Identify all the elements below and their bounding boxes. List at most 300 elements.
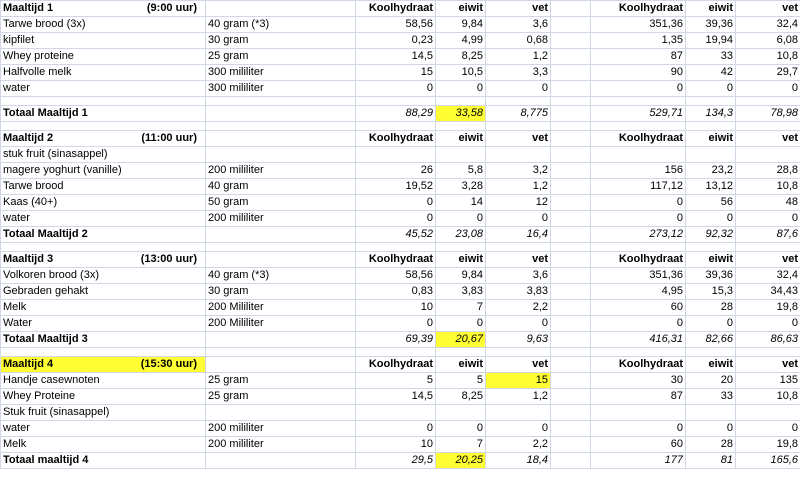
total-value[interactable]: 18,4 xyxy=(486,453,551,469)
value-cell[interactable]: 33 xyxy=(686,49,736,65)
value-cell[interactable]: 3,83 xyxy=(486,284,551,300)
header-koolhydraat[interactable]: Koolhydraat xyxy=(356,357,436,373)
value-cell[interactable] xyxy=(436,405,486,421)
empty-cell[interactable] xyxy=(736,243,800,252)
empty-cell[interactable] xyxy=(551,49,591,65)
value-cell[interactable] xyxy=(436,147,486,163)
empty-cell[interactable] xyxy=(551,97,591,106)
value-cell[interactable]: 5 xyxy=(356,373,436,389)
value-cell[interactable]: 3,28 xyxy=(436,179,486,195)
food-quantity[interactable]: 300 mililiter xyxy=(206,81,356,97)
empty-cell[interactable] xyxy=(686,97,736,106)
value-cell[interactable]: 0 xyxy=(591,211,686,227)
meal-title-cell[interactable] xyxy=(1,1,206,17)
value-cell[interactable]: 10,8 xyxy=(736,389,800,405)
total-value[interactable]: 416,31 xyxy=(591,332,686,348)
value-cell[interactable]: 10,5 xyxy=(436,65,486,81)
total-value[interactable]: 29,5 xyxy=(356,453,436,469)
empty-cell[interactable] xyxy=(551,437,591,453)
empty-cell[interactable] xyxy=(551,1,591,17)
empty-cell[interactable] xyxy=(686,122,736,131)
empty-cell[interactable] xyxy=(551,147,591,163)
food-name[interactable]: water xyxy=(1,421,206,437)
empty-cell[interactable] xyxy=(551,131,591,147)
meal-header-row xyxy=(1,252,800,268)
food-quantity[interactable]: 200 mililiter xyxy=(206,421,356,437)
value-cell[interactable]: 15 xyxy=(356,65,436,81)
meal-title-cell[interactable] xyxy=(1,131,206,147)
value-cell[interactable]: 0 xyxy=(686,316,736,332)
food-row xyxy=(1,421,800,437)
empty-cell[interactable] xyxy=(551,300,591,316)
total-label[interactable]: Totaal maaltijd 4 xyxy=(1,453,206,469)
value-cell[interactable]: 19,8 xyxy=(736,437,800,453)
empty-cell[interactable] xyxy=(206,243,356,252)
header-koolhydraat[interactable]: Koolhydraat xyxy=(591,131,686,147)
value-cell[interactable]: 15 xyxy=(486,373,551,389)
value-cell[interactable]: 0 xyxy=(686,421,736,437)
food-name[interactable]: Melk xyxy=(1,300,206,316)
empty-cell[interactable] xyxy=(551,284,591,300)
food-row xyxy=(1,405,800,421)
empty-cell[interactable] xyxy=(356,243,436,252)
food-row xyxy=(1,211,800,227)
header-koolhydraat[interactable]: Koolhydraat xyxy=(591,357,686,373)
empty-cell[interactable] xyxy=(1,97,206,106)
value-cell[interactable]: 23,2 xyxy=(686,163,736,179)
meal-title: Maaltijd 3 xyxy=(3,253,54,265)
food-quantity[interactable]: 200 Mililiter xyxy=(206,300,356,316)
food-quantity[interactable]: 200 mililiter xyxy=(206,163,356,179)
value-cell[interactable]: 6,08 xyxy=(736,33,800,49)
header-eiwit[interactable]: eiwit xyxy=(436,252,486,268)
food-quantity[interactable] xyxy=(206,147,356,163)
value-cell[interactable]: 5 xyxy=(436,373,486,389)
value-cell[interactable] xyxy=(686,147,736,163)
food-quantity[interactable]: 25 gram xyxy=(206,49,356,65)
header-eiwit[interactable]: eiwit xyxy=(436,1,486,17)
food-row xyxy=(1,268,800,284)
value-cell[interactable]: 0 xyxy=(736,81,800,97)
meal-time: (9:00 uur) xyxy=(146,2,197,14)
header-koolhydraat[interactable]: Koolhydraat xyxy=(356,131,436,147)
value-cell[interactable]: 8,25 xyxy=(436,389,486,405)
value-cell[interactable]: 3,6 xyxy=(486,268,551,284)
header-koolhydraat[interactable]: Koolhydraat xyxy=(591,252,686,268)
empty-cell[interactable] xyxy=(551,33,591,49)
food-row xyxy=(1,163,800,179)
value-cell[interactable]: 13,12 xyxy=(686,179,736,195)
header-vet[interactable]: vet xyxy=(736,357,800,373)
value-cell[interactable]: 12 xyxy=(486,195,551,211)
value-cell[interactable]: 3,83 xyxy=(436,284,486,300)
empty-cell[interactable] xyxy=(356,122,436,131)
value-cell[interactable] xyxy=(591,405,686,421)
value-cell[interactable]: 30 xyxy=(591,373,686,389)
food-name[interactable]: water xyxy=(1,81,206,97)
value-cell[interactable]: 0 xyxy=(591,316,686,332)
empty-cell[interactable] xyxy=(486,243,551,252)
value-cell[interactable]: 0 xyxy=(436,211,486,227)
value-cell[interactable]: 1,2 xyxy=(486,179,551,195)
value-cell[interactable]: 48 xyxy=(736,195,800,211)
value-cell[interactable]: 0 xyxy=(686,211,736,227)
empty-cell[interactable] xyxy=(736,97,800,106)
total-value[interactable]: 8,775 xyxy=(486,106,551,122)
value-cell[interactable]: 0 xyxy=(436,421,486,437)
value-cell[interactable]: 58,56 xyxy=(356,17,436,33)
value-cell[interactable]: 351,36 xyxy=(591,268,686,284)
value-cell[interactable]: 14,5 xyxy=(356,389,436,405)
value-cell[interactable]: 90 xyxy=(591,65,686,81)
food-quantity[interactable]: 25 gram xyxy=(206,373,356,389)
food-quantity[interactable]: 40 gram (*3) xyxy=(206,17,356,33)
empty-cell[interactable] xyxy=(591,348,686,357)
total-value[interactable]: 86,63 xyxy=(736,332,800,348)
empty-cell[interactable] xyxy=(436,97,486,106)
total-value[interactable]: 87,6 xyxy=(736,227,800,243)
value-cell[interactable]: 14,5 xyxy=(356,49,436,65)
value-cell[interactable]: 9,84 xyxy=(436,268,486,284)
value-cell[interactable]: 10 xyxy=(356,300,436,316)
value-cell[interactable]: 0 xyxy=(486,211,551,227)
empty-cell[interactable] xyxy=(591,243,686,252)
food-quantity[interactable] xyxy=(206,405,356,421)
food-name[interactable]: water xyxy=(1,211,206,227)
food-row xyxy=(1,81,800,97)
header-koolhydraat[interactable]: Koolhydraat xyxy=(356,252,436,268)
value-cell[interactable]: 0 xyxy=(356,195,436,211)
value-cell[interactable]: 3,3 xyxy=(486,65,551,81)
food-name[interactable]: Volkoren brood (3x) xyxy=(1,268,206,284)
food-name[interactable]: Whey Proteine xyxy=(1,389,206,405)
empty-cell[interactable] xyxy=(551,211,591,227)
value-cell[interactable]: 0 xyxy=(356,81,436,97)
empty-cell[interactable] xyxy=(356,97,436,106)
total-value[interactable]: 88,29 xyxy=(356,106,436,122)
food-name[interactable]: Halfvolle melk xyxy=(1,65,206,81)
food-quantity[interactable]: 40 gram (*3) xyxy=(206,268,356,284)
value-cell[interactable]: 0 xyxy=(486,316,551,332)
value-cell[interactable]: 0 xyxy=(486,81,551,97)
value-cell[interactable]: 0 xyxy=(591,195,686,211)
value-cell[interactable]: 10,8 xyxy=(736,49,800,65)
header-eiwit[interactable]: eiwit xyxy=(686,357,736,373)
value-cell[interactable]: 0 xyxy=(736,421,800,437)
value-cell[interactable]: 4,95 xyxy=(591,284,686,300)
value-cell[interactable]: 0,83 xyxy=(356,284,436,300)
value-cell[interactable]: 60 xyxy=(591,437,686,453)
value-cell[interactable]: 10,8 xyxy=(736,179,800,195)
food-name[interactable]: magere yoghurt (vanille) xyxy=(1,163,206,179)
empty-cell[interactable] xyxy=(1,348,206,357)
food-name[interactable]: Tarwe brood xyxy=(1,179,206,195)
empty-cell[interactable] xyxy=(736,348,800,357)
food-name[interactable]: Kaas (40+) xyxy=(1,195,206,211)
empty-cell[interactable] xyxy=(551,227,591,243)
header-vet[interactable]: vet xyxy=(736,131,800,147)
value-cell[interactable]: 2,2 xyxy=(486,300,551,316)
food-quantity[interactable]: 200 Mililiter xyxy=(206,316,356,332)
food-quantity[interactable]: 50 gram xyxy=(206,195,356,211)
empty-cell[interactable] xyxy=(551,348,591,357)
value-cell[interactable]: 19,52 xyxy=(356,179,436,195)
empty-cell[interactable] xyxy=(551,243,591,252)
value-cell[interactable]: 1,35 xyxy=(591,33,686,49)
header-vet[interactable]: vet xyxy=(486,131,551,147)
value-cell[interactable]: 14 xyxy=(436,195,486,211)
empty-cell[interactable] xyxy=(551,122,591,131)
meal-title-cell[interactable] xyxy=(1,357,206,373)
total-value[interactable]: 529,71 xyxy=(591,106,686,122)
spacer-row xyxy=(1,97,800,106)
food-name[interactable]: kipfilet xyxy=(1,33,206,49)
header-eiwit[interactable]: eiwit xyxy=(686,1,736,17)
empty-cell[interactable] xyxy=(206,227,356,243)
value-cell[interactable]: 7 xyxy=(436,437,486,453)
total-row xyxy=(1,227,800,243)
value-cell[interactable]: 60 xyxy=(591,300,686,316)
empty-cell[interactable] xyxy=(551,316,591,332)
total-value[interactable]: 177 xyxy=(591,453,686,469)
header-koolhydraat[interactable]: Koolhydraat xyxy=(591,1,686,17)
value-cell[interactable]: 56 xyxy=(686,195,736,211)
value-cell[interactable] xyxy=(486,405,551,421)
value-cell[interactable]: 33 xyxy=(686,389,736,405)
value-cell[interactable]: 87 xyxy=(591,389,686,405)
food-quantity[interactable]: 40 gram xyxy=(206,179,356,195)
food-quantity[interactable]: 30 gram xyxy=(206,33,356,49)
empty-cell[interactable] xyxy=(551,179,591,195)
food-name[interactable]: Melk xyxy=(1,437,206,453)
value-cell[interactable]: 34,43 xyxy=(736,284,800,300)
value-cell[interactable]: 19,8 xyxy=(736,300,800,316)
total-value[interactable]: 78,98 xyxy=(736,106,800,122)
food-name[interactable]: Whey proteine xyxy=(1,49,206,65)
value-cell[interactable]: 0 xyxy=(591,421,686,437)
value-cell[interactable]: 20 xyxy=(686,373,736,389)
value-cell[interactable]: 0 xyxy=(356,211,436,227)
value-cell[interactable]: 2,2 xyxy=(486,437,551,453)
total-value[interactable]: 82,66 xyxy=(686,332,736,348)
empty-cell[interactable] xyxy=(551,332,591,348)
total-value[interactable]: 16,4 xyxy=(486,227,551,243)
value-cell[interactable]: 3,6 xyxy=(486,17,551,33)
food-quantity[interactable]: 30 gram xyxy=(206,284,356,300)
value-cell[interactable]: 3,2 xyxy=(486,163,551,179)
value-cell[interactable] xyxy=(686,405,736,421)
value-cell[interactable]: 1,2 xyxy=(486,49,551,65)
meal-title-cell[interactable] xyxy=(1,252,206,268)
food-name[interactable]: Tarwe brood (3x) xyxy=(1,17,206,33)
empty-cell[interactable] xyxy=(356,348,436,357)
header-eiwit[interactable]: eiwit xyxy=(436,131,486,147)
value-cell[interactable] xyxy=(591,147,686,163)
empty-cell[interactable] xyxy=(486,122,551,131)
value-cell[interactable]: 4,99 xyxy=(436,33,486,49)
meal-time: (15:30 uur) xyxy=(140,358,197,370)
food-row xyxy=(1,65,800,81)
value-cell[interactable]: 351,36 xyxy=(591,17,686,33)
value-cell[interactable]: 0 xyxy=(436,316,486,332)
value-cell[interactable]: 26 xyxy=(356,163,436,179)
food-quantity[interactable]: 200 mililiter xyxy=(206,211,356,227)
value-cell[interactable]: 0 xyxy=(736,316,800,332)
empty-cell[interactable] xyxy=(206,453,356,469)
empty-cell[interactable] xyxy=(551,268,591,284)
empty-cell[interactable] xyxy=(551,163,591,179)
empty-cell[interactable] xyxy=(436,122,486,131)
total-value[interactable]: 134,3 xyxy=(686,106,736,122)
value-cell[interactable]: 5,8 xyxy=(436,163,486,179)
value-cell[interactable]: 156 xyxy=(591,163,686,179)
value-cell[interactable]: 7 xyxy=(436,300,486,316)
value-cell[interactable]: 135 xyxy=(736,373,800,389)
value-cell[interactable] xyxy=(736,405,800,421)
header-vet[interactable]: vet xyxy=(736,1,800,17)
meal-header-row xyxy=(1,131,800,147)
value-cell[interactable]: 8,25 xyxy=(436,49,486,65)
value-cell[interactable]: 0 xyxy=(356,421,436,437)
empty-cell[interactable] xyxy=(551,373,591,389)
empty-cell[interactable] xyxy=(686,348,736,357)
empty-cell[interactable] xyxy=(551,389,591,405)
value-cell[interactable]: 19,94 xyxy=(686,33,736,49)
empty-cell[interactable] xyxy=(436,243,486,252)
total-value[interactable]: 165,6 xyxy=(736,453,800,469)
value-cell[interactable]: 32,4 xyxy=(736,17,800,33)
header-vet[interactable]: vet xyxy=(486,1,551,17)
total-value[interactable]: 69,39 xyxy=(356,332,436,348)
value-cell[interactable] xyxy=(356,147,436,163)
value-cell[interactable]: 15,3 xyxy=(686,284,736,300)
total-value[interactable]: 45,52 xyxy=(356,227,436,243)
value-cell[interactable]: 28 xyxy=(686,300,736,316)
empty-cell[interactable] xyxy=(551,421,591,437)
value-cell[interactable]: 28 xyxy=(686,437,736,453)
value-cell[interactable]: 39,36 xyxy=(686,17,736,33)
total-value[interactable]: 9,63 xyxy=(486,332,551,348)
empty-cell[interactable] xyxy=(486,348,551,357)
total-value[interactable]: 33,58 xyxy=(436,106,486,122)
empty-cell[interactable] xyxy=(591,122,686,131)
empty-cell[interactable] xyxy=(686,243,736,252)
value-cell[interactable]: 9,84 xyxy=(436,17,486,33)
value-cell[interactable]: 0 xyxy=(591,81,686,97)
header-eiwit[interactable]: eiwit xyxy=(436,357,486,373)
empty-cell[interactable] xyxy=(436,348,486,357)
food-name[interactable]: Water xyxy=(1,316,206,332)
value-cell[interactable]: 87 xyxy=(591,49,686,65)
empty-cell[interactable] xyxy=(206,97,356,106)
food-quantity[interactable]: 300 mililiter xyxy=(206,65,356,81)
food-row xyxy=(1,373,800,389)
value-cell[interactable]: 0 xyxy=(356,316,436,332)
empty-cell[interactable] xyxy=(551,17,591,33)
value-cell[interactable]: 0,23 xyxy=(356,33,436,49)
empty-cell[interactable] xyxy=(551,81,591,97)
total-value[interactable]: 23,08 xyxy=(436,227,486,243)
value-cell[interactable]: 29,7 xyxy=(736,65,800,81)
header-koolhydraat[interactable]: Koolhydraat xyxy=(356,1,436,17)
total-value[interactable]: 20,25 xyxy=(436,453,486,469)
empty-cell[interactable] xyxy=(591,97,686,106)
total-row xyxy=(1,332,800,348)
value-cell[interactable]: 32,4 xyxy=(736,268,800,284)
empty-cell[interactable] xyxy=(206,357,356,373)
value-cell[interactable]: 28,8 xyxy=(736,163,800,179)
empty-cell[interactable] xyxy=(206,122,356,131)
value-cell[interactable]: 0 xyxy=(486,421,551,437)
food-name[interactable]: stuk fruit (sinasappel) xyxy=(1,147,206,163)
empty-cell[interactable] xyxy=(206,348,356,357)
value-cell[interactable]: 0 xyxy=(736,211,800,227)
value-cell[interactable]: 58,56 xyxy=(356,268,436,284)
food-name[interactable]: Handje casewnoten xyxy=(1,373,206,389)
food-name[interactable]: Gebraden gehakt xyxy=(1,284,206,300)
value-cell[interactable]: 39,36 xyxy=(686,268,736,284)
empty-cell[interactable] xyxy=(736,122,800,131)
empty-cell[interactable] xyxy=(486,97,551,106)
total-value[interactable]: 273,12 xyxy=(591,227,686,243)
header-vet[interactable]: vet xyxy=(486,252,551,268)
empty-cell[interactable] xyxy=(551,65,591,81)
value-cell[interactable]: 10 xyxy=(356,437,436,453)
total-value[interactable]: 92,32 xyxy=(686,227,736,243)
empty-cell[interactable] xyxy=(551,106,591,122)
food-row xyxy=(1,437,800,453)
value-cell[interactable]: 0,68 xyxy=(486,33,551,49)
value-cell[interactable]: 0 xyxy=(436,81,486,97)
value-cell[interactable] xyxy=(736,147,800,163)
header-vet[interactable]: vet xyxy=(486,357,551,373)
empty-cell[interactable] xyxy=(551,405,591,421)
header-eiwit[interactable]: eiwit xyxy=(686,252,736,268)
empty-cell[interactable] xyxy=(551,453,591,469)
meal-header-row xyxy=(1,1,800,17)
header-vet[interactable]: vet xyxy=(736,252,800,268)
empty-cell[interactable] xyxy=(206,332,356,348)
total-value[interactable]: 20,67 xyxy=(436,332,486,348)
total-label[interactable]: Totaal Maaltijd 1 xyxy=(1,106,206,122)
header-eiwit[interactable]: eiwit xyxy=(686,131,736,147)
empty-cell[interactable] xyxy=(1,122,206,131)
empty-cell[interactable] xyxy=(206,1,356,17)
empty-cell[interactable] xyxy=(551,252,591,268)
empty-cell[interactable] xyxy=(551,195,591,211)
total-value[interactable]: 81 xyxy=(686,453,736,469)
empty-cell[interactable] xyxy=(206,131,356,147)
value-cell[interactable]: 1,2 xyxy=(486,389,551,405)
value-cell[interactable]: 42 xyxy=(686,65,736,81)
value-cell[interactable] xyxy=(356,405,436,421)
empty-cell[interactable] xyxy=(206,106,356,122)
value-cell[interactable] xyxy=(486,147,551,163)
food-name[interactable]: Stuk fruit (sinasappel) xyxy=(1,405,206,421)
value-cell[interactable]: 0 xyxy=(686,81,736,97)
value-cell[interactable]: 117,12 xyxy=(591,179,686,195)
empty-cell[interactable] xyxy=(1,243,206,252)
total-label[interactable]: Totaal Maaltijd 2 xyxy=(1,227,206,243)
total-label[interactable]: Totaal Maaltijd 3 xyxy=(1,332,206,348)
empty-cell[interactable] xyxy=(206,252,356,268)
food-quantity[interactable]: 25 gram xyxy=(206,389,356,405)
food-quantity[interactable]: 200 mililiter xyxy=(206,437,356,453)
spacer-row xyxy=(1,243,800,252)
empty-cell[interactable] xyxy=(551,357,591,373)
meal-title: Maaltijd 4 xyxy=(3,358,54,370)
food-row xyxy=(1,195,800,211)
